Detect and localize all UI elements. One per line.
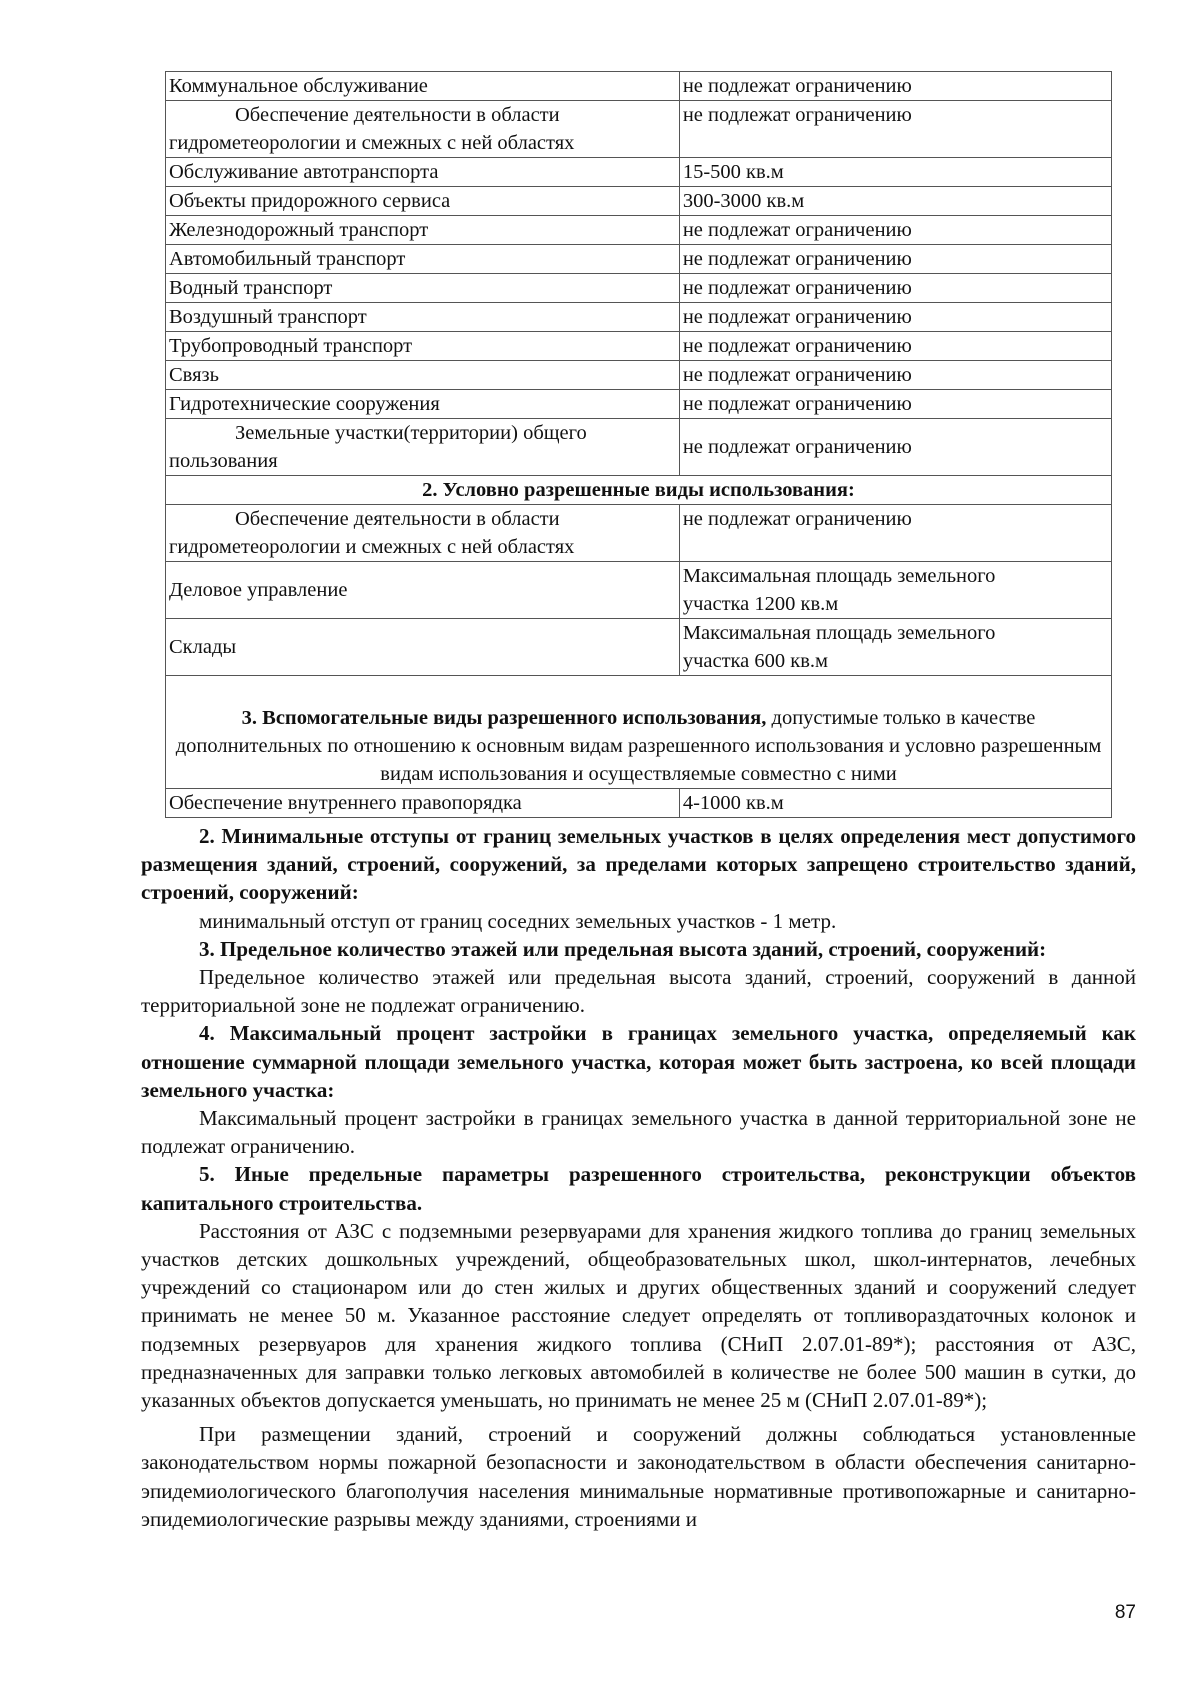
table-row (166, 72, 1112, 101)
table-row (166, 361, 1112, 390)
use-name: Деловое управление (166, 562, 680, 619)
table-row (166, 216, 1112, 245)
paragraph: При размещении зданий, строений и сооружений должны соблюдаться установленные законодательством нормы пожарной безопасности и законодательством в области обеспечения санитарно-эпидемиологического благополучия населения минимальные нормативные противопожарные и санитарно-эпидемиологические разрывы между зданиями, строениями и (141, 1422, 1136, 1531)
section-3-title-bold: 3. Вспомогательные виды разрешенного использования, (241, 707, 767, 729)
use-limit: не подлежат ограничению (679, 216, 1111, 245)
use-name-line: пользования (169, 450, 278, 472)
use-name (166, 101, 680, 158)
land-use-table (165, 71, 1112, 818)
use-name: Гидротехнические сооружения (166, 390, 680, 419)
use-limit: не подлежат ограничению (679, 303, 1111, 332)
table-row (166, 245, 1112, 274)
use-limit: 4-1000 кв.м (679, 789, 1111, 818)
use-name-line: Обеспечение деятельности в области (235, 104, 560, 126)
use-limit: 15-500 кв.м (679, 158, 1111, 187)
use-limit: 300-3000 кв.м (679, 187, 1111, 216)
section-heading: 3. Предельное количество этажей или предельная высота зданий, строений, сооружений: (199, 936, 1047, 961)
table-row (166, 619, 1112, 676)
table-row (166, 158, 1112, 187)
page-number: 87 (1114, 1602, 1136, 1623)
use-name: Объекты придорожного сервиса (166, 187, 680, 216)
use-name: Обслуживание автотранспорта (166, 158, 680, 187)
use-limit (679, 562, 1111, 619)
use-name: Коммунальное обслуживание (166, 72, 680, 101)
use-name: Обеспечение внутреннего правопорядка (166, 789, 680, 818)
paragraph: минимальный отступ от границ соседних земельных участков - 1 метр. (199, 908, 837, 933)
use-limit-line: Максимальная площадь земельного (682, 622, 996, 644)
use-name: Водный транспорт (166, 274, 680, 303)
use-name: Связь (166, 361, 680, 390)
section-heading: 4. Максимальный процент застройки в границах земельного участка, определяемый как отношение суммарной площади земельного участка, которая может быть застроена, ко всей площади земельного участка: (141, 1021, 1136, 1102)
section-heading-row (166, 476, 1112, 505)
use-name: Железнодорожный транспорт (166, 216, 680, 245)
use-name-line: Обеспечение деятельности в области (235, 508, 560, 530)
use-name-line: гидрометеорологии и смежных с ней областях (169, 536, 575, 558)
document-body (141, 822, 1136, 1533)
use-limit (679, 619, 1111, 676)
table-row (166, 303, 1112, 332)
table-row (166, 419, 1112, 476)
use-limit: не подлежат ограничению (679, 419, 1111, 476)
paragraph: Расстояния от АЗС с подземными резервуарами для хранения жидкого топлива до границ земельных участков детских дошкольных учреждений, общеобразовательных школ, школ-интернатов, лечебных учреждений со стационаром или до стен жилых и других общественных зданий и сооружений следует принимать не менее 50 м. Указанное расстояние следует определять от топливораздаточных колонок и подземных резервуаров для хранения жидкого топлива (СНиП 2.07.01-89*); расстояния от АЗС, предназначенных для заправки только легковых автомобилей в количестве не более 500 машин в сутки, до указанных объектов допускается уменьшать, но принимать не менее 25 м (СНиП 2.07.01-89*); (141, 1218, 1136, 1413)
use-limit: не подлежат ограничению (679, 101, 1111, 158)
use-limit-line: Максимальная площадь земельного (682, 565, 996, 587)
use-limit: не подлежат ограничению (679, 390, 1111, 419)
use-name-line: Земельные участки(территории) общего (235, 422, 587, 444)
use-name (166, 419, 680, 476)
table-row (166, 505, 1112, 562)
table-row (166, 274, 1112, 303)
table-row (166, 562, 1112, 619)
section-2-title: 2. Условно разрешенные виды использования: (166, 476, 1112, 505)
use-limit-line: участка 600 кв.м (682, 650, 829, 672)
table-row (166, 332, 1112, 361)
table-row (166, 390, 1112, 419)
section-heading: 2. Минимальные отступы от границ земельных участков в целях определения мест допустимого размещения зданий, строений, сооружений, за пределами которых запрещено строительство зданий, строений, сооружений: (141, 824, 1136, 905)
use-limit-line: участка 1200 кв.м (682, 593, 839, 615)
table-row (166, 101, 1112, 158)
use-limit: не подлежат ограничению (679, 245, 1111, 274)
use-name (166, 505, 680, 562)
table-row (166, 789, 1112, 818)
section-3-title (166, 676, 1112, 789)
paragraph: Предельное количество этажей или предельная высота зданий, строений, сооружений в данной территориальной зоне не подлежат ограничению. (141, 965, 1136, 1018)
use-name: Склады (166, 619, 680, 676)
section-heading-row (166, 676, 1112, 789)
use-name: Трубопроводный транспорт (166, 332, 680, 361)
use-name: Воздушный транспорт (166, 303, 680, 332)
paragraph: Максимальный процент застройки в границах земельного участка в данной территориальной зоне не подлежат ограничению. (141, 1106, 1136, 1159)
use-name-line: гидрометеорологии и смежных с ней областях (169, 132, 575, 154)
use-name: Автомобильный транспорт (166, 245, 680, 274)
section-heading: 5. Иные предельные параметры разрешенного строительства, реконструкции объектов капитального строительства. (141, 1162, 1136, 1215)
use-limit: не подлежат ограничению (679, 72, 1111, 101)
use-limit: не подлежат ограничению (679, 505, 1111, 562)
section-3-title-rest: допустимые только в качестве дополнительных по отношению к основным видам разрешенного использования и условно разрешенным видам использования и осуществляемые совместно с ними (175, 707, 1102, 785)
use-limit: не подлежат ограничению (679, 274, 1111, 303)
use-limit: не подлежат ограничению (679, 361, 1111, 390)
use-limit: не подлежат ограничению (679, 332, 1111, 361)
table-row (166, 187, 1112, 216)
